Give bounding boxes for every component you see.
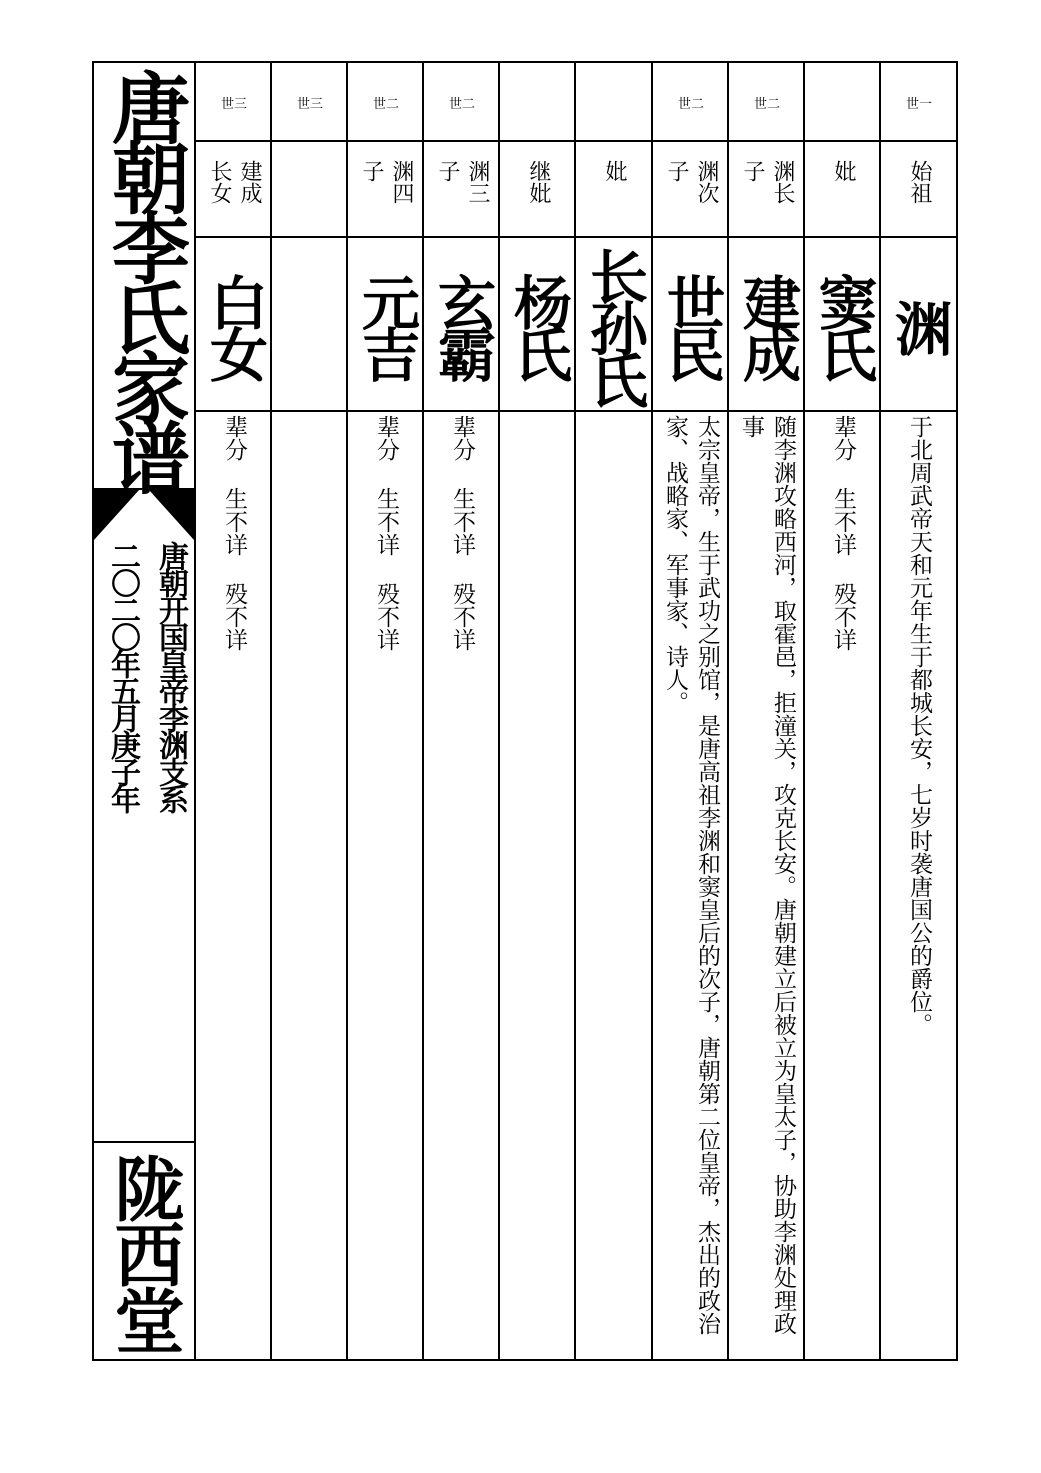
relation-label: 渊次子 (664, 160, 719, 204)
relation-label: 建成长女 (207, 160, 262, 204)
person-name: 世民 (657, 273, 725, 377)
person-column (196, 63, 272, 1359)
person-bio: 于北周武帝天和元年生于都城长安，七岁时袭唐国公的爵位。 (906, 415, 932, 1036)
relation-label: 渊四子 (359, 160, 414, 204)
relation-label: 渊长子 (740, 160, 795, 204)
generation-label: 世三 (220, 97, 247, 112)
person-column (500, 63, 576, 1359)
person-column (729, 63, 805, 1359)
date: 二〇二〇年五月庚子年 (105, 541, 140, 811)
page-title: 唐朝李氏家谱 (99, 67, 190, 488)
person-bio: 辈分 生不详 殁不详 (373, 415, 399, 651)
subtitle: 唐朝开国皇帝李渊支系 (153, 541, 188, 811)
generation-label: 世一 (905, 97, 932, 112)
person-bio: 太宗皇帝，生于武功之别馆，是唐高祖李渊和窦皇后的次子，唐朝第二位皇帝，杰出的政治家、战略家、军事家、诗人。 (662, 415, 720, 1335)
person-name: 玄霸 (428, 273, 496, 377)
generation-label: 世二 (677, 97, 704, 112)
person-column (272, 63, 348, 1359)
genealogy-frame (92, 61, 958, 1361)
person-bio: 随李渊攻略西河，取霍邑，拒潼关，攻克长安。唐朝建立后被立为皇太子，协助李渊处理政事 (738, 415, 796, 1335)
generation-label: 世二 (448, 97, 475, 112)
generation-label: 世二 (753, 97, 780, 112)
person-name: 渊 (885, 299, 953, 351)
relation-label: 继妣 (526, 160, 551, 204)
person-column (805, 63, 881, 1359)
person-name: 白女 (200, 273, 268, 377)
relation-label: 妣 (602, 160, 627, 182)
hall-name: 陇西堂 (103, 1153, 186, 1351)
person-column (424, 63, 500, 1359)
generation-label: 世三 (296, 97, 323, 112)
person-column (576, 63, 652, 1359)
genealogy-grid (196, 63, 958, 1359)
generation-label (576, 63, 652, 142)
person-column (348, 63, 424, 1359)
person-name: 建成 (733, 273, 801, 377)
person-name: 元吉 (352, 273, 420, 377)
relation-label: 始祖 (907, 160, 932, 204)
generation-label (500, 63, 576, 142)
person-column (881, 63, 957, 1359)
title-column (94, 63, 196, 1359)
relation-label: 妣 (831, 160, 856, 182)
relation-label: 渊三子 (435, 160, 490, 204)
person-column (653, 63, 729, 1359)
generation-label: 世二 (372, 97, 399, 112)
person-name: 杨氏 (504, 273, 572, 377)
person-bio: 辈分 生不详 殁不详 (221, 415, 247, 651)
person-bio: 辈分 生不详 殁不详 (830, 415, 856, 651)
generation-label (805, 63, 881, 142)
person-bio: 辈分 生不详 殁不详 (449, 415, 475, 651)
person-name: 长孙氏 (580, 247, 648, 403)
person-name: 窦氏 (809, 273, 877, 377)
chevron-decoration-icon (94, 490, 194, 544)
